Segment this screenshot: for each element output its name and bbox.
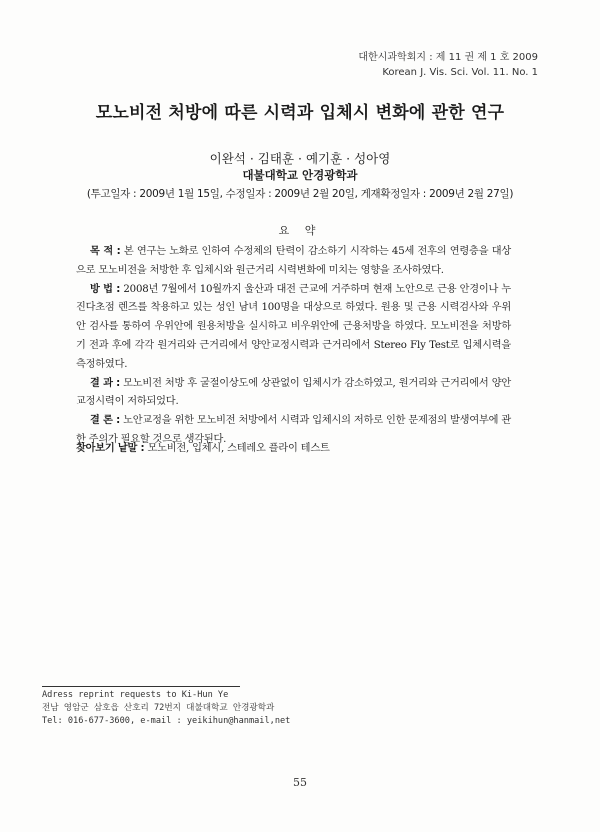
page-number: 55 [293,776,307,789]
abstract-heading: 요 약 [278,224,322,237]
abstract-purpose [76,243,511,281]
paper-title: 모노비전 처방에 따른 시력과 입체시 변화에 관한 연구 [95,103,505,123]
keywords [76,439,516,454]
submission-dates: (투고일자 : 2009년 1월 15일, 수정일자 : 2009년 2월 20일, 게재확정일자 : 2009년 2월 27일) [86,188,514,200]
footnote-reprint: Adress reprint requests to Ki-Hun Ye [42,690,229,700]
purpose-label: 목 적 : [90,246,121,257]
journal-korean-citation: 대한시과학회지 : 제 11 권 제 1 호 2009 [358,52,538,63]
journal-header [358,50,538,80]
purpose-text: 본 연구는 노화로 인하여 수정체의 탄력이 감소하기 시작하는 45세 전후의 연령층을 대상으로 모노비전을 처방한 후 입체시와 원근거리 시력변화에 미치는 영향을 조사하였다. [76,246,511,276]
keywords-label: 찾아보기 낱말 : [76,443,145,454]
conclusion-label: 결 론 : [90,415,121,427]
abstract-result [76,375,511,413]
result-label: 결 과 : [90,377,121,389]
abstract-method [76,281,511,375]
footnote-contact: Tel: 016-677-3600, e-mail : yeikihun@hanmail,net [42,716,291,726]
footnote [42,689,342,728]
footnote-address: 전남 영암군 삼호읍 산호리 72번지 대불대학교 안경광학과 [42,703,275,713]
abstract-body [76,243,511,450]
result-text: 모노비전 처방 후 굴절이상도에 상관없이 입체시가 감소하였고, 원거리와 근거리에서 양안교정시력이 저하되었다. [76,377,511,408]
keywords-text: 모노비전, 입체시, 스테레오 플라이 테스트 [147,443,330,454]
conclusion-text: 노안교정을 위한 모노비전 처방에서 시력과 입체시의 저하로 인한 문제점의 발생여부에 관한 주의가 필요할 것으로 생각된다. [76,415,511,445]
author-list: 이완석 · 김태훈 · 예기훈 · 성아영 [209,151,391,166]
method-label: 방 법 : [90,283,121,295]
journal-english-citation: Korean J. Vis. Sci. Vol. 11. No. 1 [382,67,538,78]
method-text: 2008년 7월에서 10월까지 울산과 대전 근교에 거주하며 현재 노안으로 근용 안경이나 누진다초점 렌즈를 착용하고 있는 성인 남녀 100명을 대상으로 하였다. 원용 및 근용 시력검사와 우위안 검사를 통하여 우위안에 원용처방을 실시하고 비우위안에 근용처방을 하였다. 모노비전을 처방하기 전과 후에 각각 원거리와 근거리에서 양안교정시력과 근거리에서 Stereo Fly Test로 입체시력을 측정하였다. [76,283,511,370]
affiliation: 대불대학교 안경광학과 [242,168,358,182]
footnote-divider [42,686,240,687]
